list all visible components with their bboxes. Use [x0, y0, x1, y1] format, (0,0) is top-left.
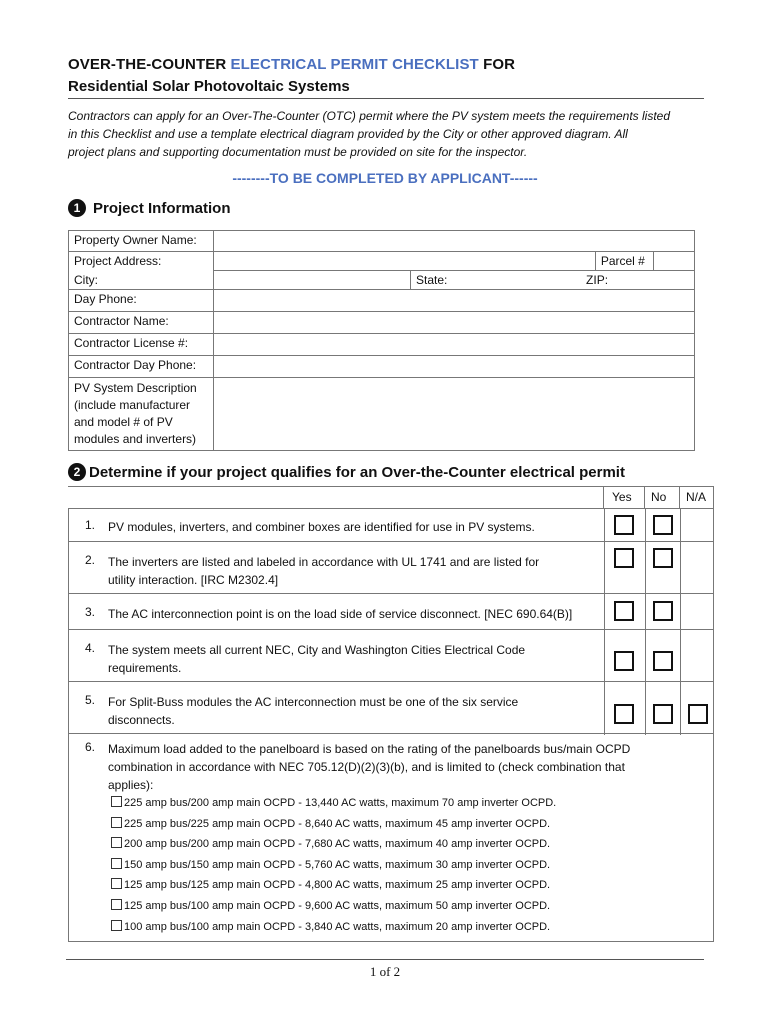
- pv-desc-line: PV System Description: [74, 381, 197, 395]
- checklist-item: [68, 681, 714, 734]
- state-zip-cell[interactable]: [411, 271, 695, 290]
- item-text: [108, 693, 598, 729]
- project-info-table: [68, 230, 695, 451]
- panel-option[interactable]: 150 amp bus/150 amp main OCPD - 5,760 AC watts, maximum 30 amp inverter OCPD.: [111, 858, 550, 871]
- pv-desc-line: (include manufacturer: [74, 398, 191, 412]
- item-text: [108, 740, 688, 794]
- no-checkbox[interactable]: [653, 651, 673, 671]
- no-checkbox[interactable]: [653, 548, 673, 568]
- applicant-banner: --------TO BE COMPLETED BY APPLICANT------: [232, 170, 538, 186]
- parcel-label: Parcel #: [596, 252, 654, 270]
- item-text-line: Maximum load added to the panelboard is based on the rating of the panelboards bus/main OCPD: [108, 742, 631, 756]
- item-number: 1.: [85, 518, 96, 532]
- footer-divider: [66, 959, 704, 960]
- parcel-cell: [595, 252, 694, 271]
- item-text: [108, 641, 598, 677]
- address-label: Project Address:: [69, 252, 214, 271]
- pv-desc-line: modules and inverters): [74, 432, 197, 446]
- intro-line: project plans and supporting documentation must be provided on site for the inspector.: [68, 145, 528, 159]
- section2-number-icon: 2: [68, 463, 86, 481]
- contractor-name-label: Contractor Name:: [69, 312, 214, 334]
- option-checkbox[interactable]: [111, 837, 122, 848]
- day-phone-label: Day Phone:: [69, 290, 214, 312]
- item-text-line: The inverters are listed and labeled in accordance with UL 1741 and are listed for: [108, 555, 540, 569]
- panel-option[interactable]: 225 amp bus/225 amp main OCPD - 8,640 AC watts, maximum 45 amp inverter OCPD.: [111, 817, 550, 830]
- yes-checkbox[interactable]: [614, 704, 634, 724]
- option-checkbox[interactable]: [111, 796, 122, 807]
- document-subtitle: Residential Solar Photovoltaic Systems: [68, 78, 350, 95]
- section1-number-icon: 1: [68, 199, 86, 217]
- intro-line: Contractors can apply for an Over-The-Counter (OTC) permit where the PV system meets the requirements listed: [68, 109, 671, 123]
- checklist-item: [68, 508, 714, 542]
- panel-option[interactable]: 125 amp bus/125 amp main OCPD - 4,800 AC watts, maximum 25 amp inverter OCPD.: [111, 878, 550, 891]
- col-yes: Yes: [612, 490, 632, 504]
- checklist-item: [68, 629, 714, 682]
- contractor-phone-label: Contractor Day Phone:: [69, 356, 214, 378]
- owner-label: Property Owner Name:: [69, 231, 214, 252]
- item-number: 4.: [85, 641, 96, 655]
- yes-checkbox[interactable]: [614, 601, 634, 621]
- item-number: 5.: [85, 693, 96, 707]
- section2-heading: [68, 463, 625, 481]
- option-checkbox[interactable]: [111, 817, 122, 828]
- owner-input[interactable]: [214, 231, 695, 252]
- yes-checkbox[interactable]: [614, 548, 634, 568]
- section1-title: Project Information: [93, 199, 231, 217]
- item-text-line: combination in accordance with NEC 705.12(D)(2)(3)(b), and is limited to (check combination that: [108, 760, 625, 774]
- section1-heading: [68, 199, 231, 217]
- option-checkbox[interactable]: [111, 899, 122, 910]
- panel-option[interactable]: 200 amp bus/200 amp main OCPD - 7,680 AC watts, maximum 40 amp inverter OCPD.: [111, 837, 550, 850]
- option-checkbox[interactable]: [111, 858, 122, 869]
- checklist-header-row: [68, 486, 714, 508]
- panel-option[interactable]: 100 amp bus/100 amp main OCPD - 3,840 AC watts, maximum 20 amp inverter OCPD.: [111, 920, 550, 933]
- option-checkbox[interactable]: [111, 878, 122, 889]
- item-number: 2.: [85, 553, 96, 567]
- day-phone-input[interactable]: [214, 290, 695, 312]
- title-divider: [68, 98, 704, 99]
- zip-label: ZIP:: [586, 273, 609, 287]
- contractor-license-label: Contractor License #:: [69, 334, 214, 356]
- no-checkbox[interactable]: [653, 601, 673, 621]
- contractor-name-input[interactable]: [214, 312, 695, 334]
- title-part2: ELECTRICAL PERMIT CHECKLIST: [230, 56, 479, 73]
- item-number: 3.: [85, 605, 96, 619]
- no-checkbox[interactable]: [653, 515, 673, 535]
- item-text: [108, 553, 598, 589]
- document-title: [68, 56, 515, 73]
- item-text: The AC interconnection point is on the load side of service disconnect. [NEC 690.64(B)]: [108, 607, 573, 621]
- section2-title: Determine if your project qualifies for an Over-the-Counter electrical permit: [89, 463, 625, 481]
- state-label: State:: [416, 273, 448, 287]
- item-text-line: For Split-Buss modules the AC interconnection must be one of the six service: [108, 695, 519, 709]
- yes-checkbox[interactable]: [614, 515, 634, 535]
- checklist-item: [68, 593, 714, 630]
- pv-description-label: [69, 378, 214, 451]
- checklist-item-6: [68, 733, 714, 942]
- parcel-input[interactable]: [654, 252, 694, 270]
- yes-checkbox[interactable]: [614, 651, 634, 671]
- option-checkbox[interactable]: [111, 920, 122, 931]
- page-number: 1 of 2: [369, 964, 401, 979]
- contractor-phone-input[interactable]: [214, 356, 695, 378]
- panel-option[interactable]: 125 amp bus/100 amp main OCPD - 9,600 AC watts, maximum 50 amp inverter OCPD.: [111, 899, 550, 912]
- item-text: PV modules, inverters, and combiner boxes are identified for use in PV systems.: [108, 520, 535, 534]
- item-number: 6.: [85, 740, 96, 754]
- checklist-item: [68, 541, 714, 594]
- city-label: City:: [69, 271, 214, 290]
- col-no: No: [651, 490, 667, 504]
- address-input[interactable]: [214, 252, 596, 271]
- item-text-line: utility interaction. [IRC M2302.4]: [108, 573, 279, 587]
- pv-desc-line: and model # of PV: [74, 415, 173, 429]
- panel-option[interactable]: 225 amp bus/200 amp main OCPD - 13,440 AC watts, maximum 70 amp inverter OCPD.: [111, 796, 556, 809]
- no-checkbox[interactable]: [653, 704, 673, 724]
- na-checkbox[interactable]: [688, 704, 708, 724]
- city-input[interactable]: [214, 271, 411, 290]
- title-part3: FOR: [483, 56, 516, 73]
- item-text-line: The system meets all current NEC, City and Washington Cities Electrical Code: [108, 643, 526, 657]
- intro-paragraph: [68, 107, 708, 161]
- item-text-line: disconnects.: [108, 713, 175, 727]
- item-text-line: requirements.: [108, 661, 182, 675]
- intro-line: in this Checklist and use a template electrical diagram provided by the City or other approved diagram. All: [68, 127, 628, 141]
- title-part1: OVER-THE-COUNTER: [68, 56, 227, 73]
- pv-description-input[interactable]: [214, 378, 695, 451]
- contractor-license-input[interactable]: [214, 334, 695, 356]
- col-na: N/A: [686, 490, 707, 504]
- item-text-line: applies):: [108, 778, 154, 792]
